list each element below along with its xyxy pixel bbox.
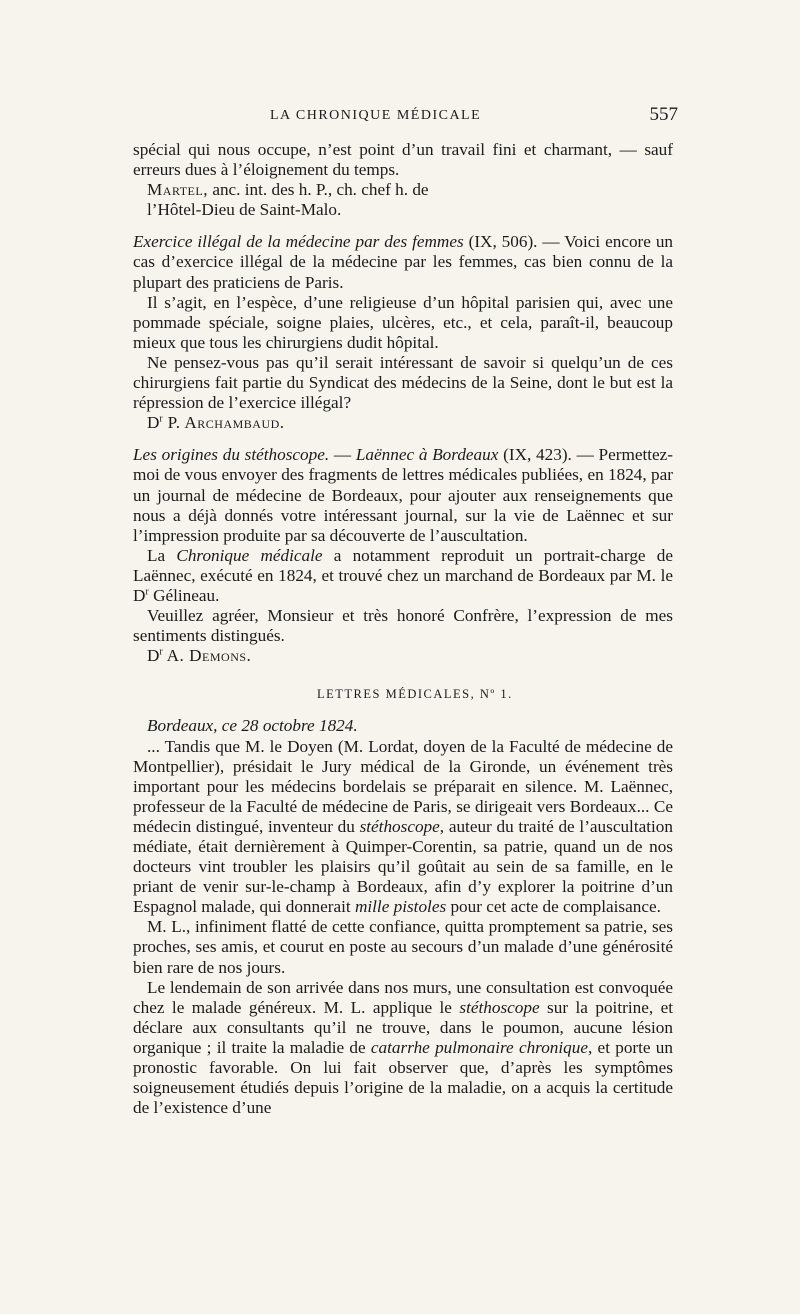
paragraph — [133, 978, 673, 1119]
superscript: r — [145, 586, 149, 598]
paragraph-exercice-illegal — [133, 232, 673, 292]
paragraph: M. L., infiniment flatté de cette confiance, quitta promptement sa patrie, ses proches, ses amis, et courut en poste au secours d’un malade d’une générosité bien rare de nos jours. — [133, 917, 673, 977]
paragraph: Il s’agit, en l’espèce, d’une religieuse d’un hôpital parisien qui, avec une pommade spéciale, soigne plaies, ulcères, etc., et cela, paraît-il, beaucoup mieux que tous les chirurgiens dudit hôpital. — [133, 292, 673, 352]
text-fragment: sur la poitrine, et déclare aux consultants qu’il ne trouve, dans le poumon, aucune lésion organique ; il traite la maladie de — [133, 997, 673, 1057]
paragraph-origines-stethoscope — [133, 445, 673, 545]
text-fragment: Le lendemain de son arrivée dans nos murs, une consultation est convoquée chez le malade généreux. M. L. applique le — [133, 977, 673, 1017]
section-reference: (IX, 423). — — [498, 445, 599, 465]
section-reference: (IX, 506). — — [463, 232, 565, 252]
spacer — [133, 220, 673, 232]
paragraph — [133, 737, 673, 918]
journal-title: LA CHRONIQUE MÉDICALE — [270, 108, 482, 123]
dateline: Bordeaux, ce 28 octobre 1824. — [147, 716, 358, 736]
heading-separator: — — [329, 445, 356, 465]
paragraph-text: Voici encore un cas d’exercice illégal de la médecine par les femmes, cas bien connu de la plupart des praticiens de Paris. — [133, 232, 674, 292]
text-fragment: , auteur du traité de l’auscultation médiate, était dernièrement à Quimper-Corentin, sa patrie, quand un de nos docteurs vint troubler les plaisirs qu’il goûtait au sein de sa famille, en le priant de venir sur-le-champ à Bordeaux, afin d’y explorer la poitrine d’un Espagnol malade, qui donnerait — [133, 816, 673, 917]
signature-line: l’Hôtel-Dieu de Saint-Malo. — [147, 200, 342, 220]
signature-martel — [133, 180, 673, 200]
paragraph: Veuillez agréer, Monsieur et très honoré Confrère, l’expression de mes sentiments distingués. — [133, 606, 673, 646]
signature-title: anc. int. des h. P., ch. chef h. de — [208, 180, 429, 200]
italic-term: mille pistoles — [354, 897, 447, 917]
text-fragment: ... Tandis que M. le Doyen (M. Lordat, doyen de la Faculté de médecine de Montpellier), présidait le Jury médical de la Gironde, un événement très important pour les médecins bordelais se préparait en silence. M. Laënnec, professeur de la Faculté de médecine de Paris, se dirigeait vers Bordeaux... Ce médecin distingué, inventeur du — [133, 736, 673, 836]
paragraph: Ne pensez-vous pas qu’il serait intéressant de savoir si quelqu’un de ces chirurgiens fait partie du Syndicat des médecins de la Seine, dont le but est la répression de l’exercice illégal? — [133, 352, 673, 413]
spacer — [133, 704, 673, 716]
signature-sup: r — [159, 413, 163, 425]
main-text — [133, 140, 673, 1118]
italic-term: catarrhe pulmonaire chronique — [370, 1037, 588, 1057]
spacer — [133, 433, 673, 445]
signature-archambaud — [133, 413, 673, 433]
text-fragment: La — [147, 545, 177, 565]
section-heading: Exercice illégal de la médecine par des femmes — [133, 232, 464, 252]
section-heading-sub: Laënnec à Bordeaux — [355, 445, 499, 465]
signature-name: P. Archambaud. — [162, 413, 285, 433]
italic-term: stéthoscope — [359, 816, 440, 836]
signature-name: Martel, — [147, 180, 209, 200]
signature-name: A. Demons. — [162, 646, 252, 666]
paragraph — [133, 546, 673, 606]
signature-sup: r — [159, 646, 163, 658]
journal-name: Chronique médicale — [176, 545, 323, 565]
section-heading: Les origines du stéthoscope. — [133, 445, 330, 465]
text-fragment: Gélineau. — [148, 585, 220, 605]
paragraph: spécial qui nous occupe, n’est point d’un travail fini et charmant, — sauf erreurs dues à l’éloignement du temps. — [133, 140, 673, 180]
signature-demons — [133, 646, 673, 666]
signature-dr: D — [147, 646, 160, 666]
text-fragment: pour cet acte de complaisance. — [446, 897, 661, 917]
page-number: 557 — [649, 104, 678, 125]
italic-term: stéthoscope — [459, 997, 540, 1017]
letters-title: LETTRES MÉDICALES, Nº 1. — [317, 687, 513, 702]
running-header — [0, 104, 800, 130]
text-fragment: a notamment reproduit un portrait-charge de Laënnec, exécuté en 1824, et trouvé chez un marchand de Bordeaux par M. le D — [133, 545, 673, 605]
signature-dr: D — [147, 413, 160, 433]
paragraph-text: Permettez-moi de vous envoyer des fragments de lettres médicales publiées, en 1824, par un journal de médecine de Bordeaux, pour ajouter aux renseignements que nous a déjà donnés votre intéressant journal, sur la vie de Laënnec et sur l’impression produite par sa découverte de l’auscultation. — [133, 445, 673, 545]
text-fragment: , et porte un pronostic favorable. On lui fait observer que, d’après les symptômes soigneusement étudiés depuis l’origine de la maladie, on a acquis la certitude de l’existence d’une — [133, 1037, 673, 1118]
spacer — [133, 666, 673, 684]
